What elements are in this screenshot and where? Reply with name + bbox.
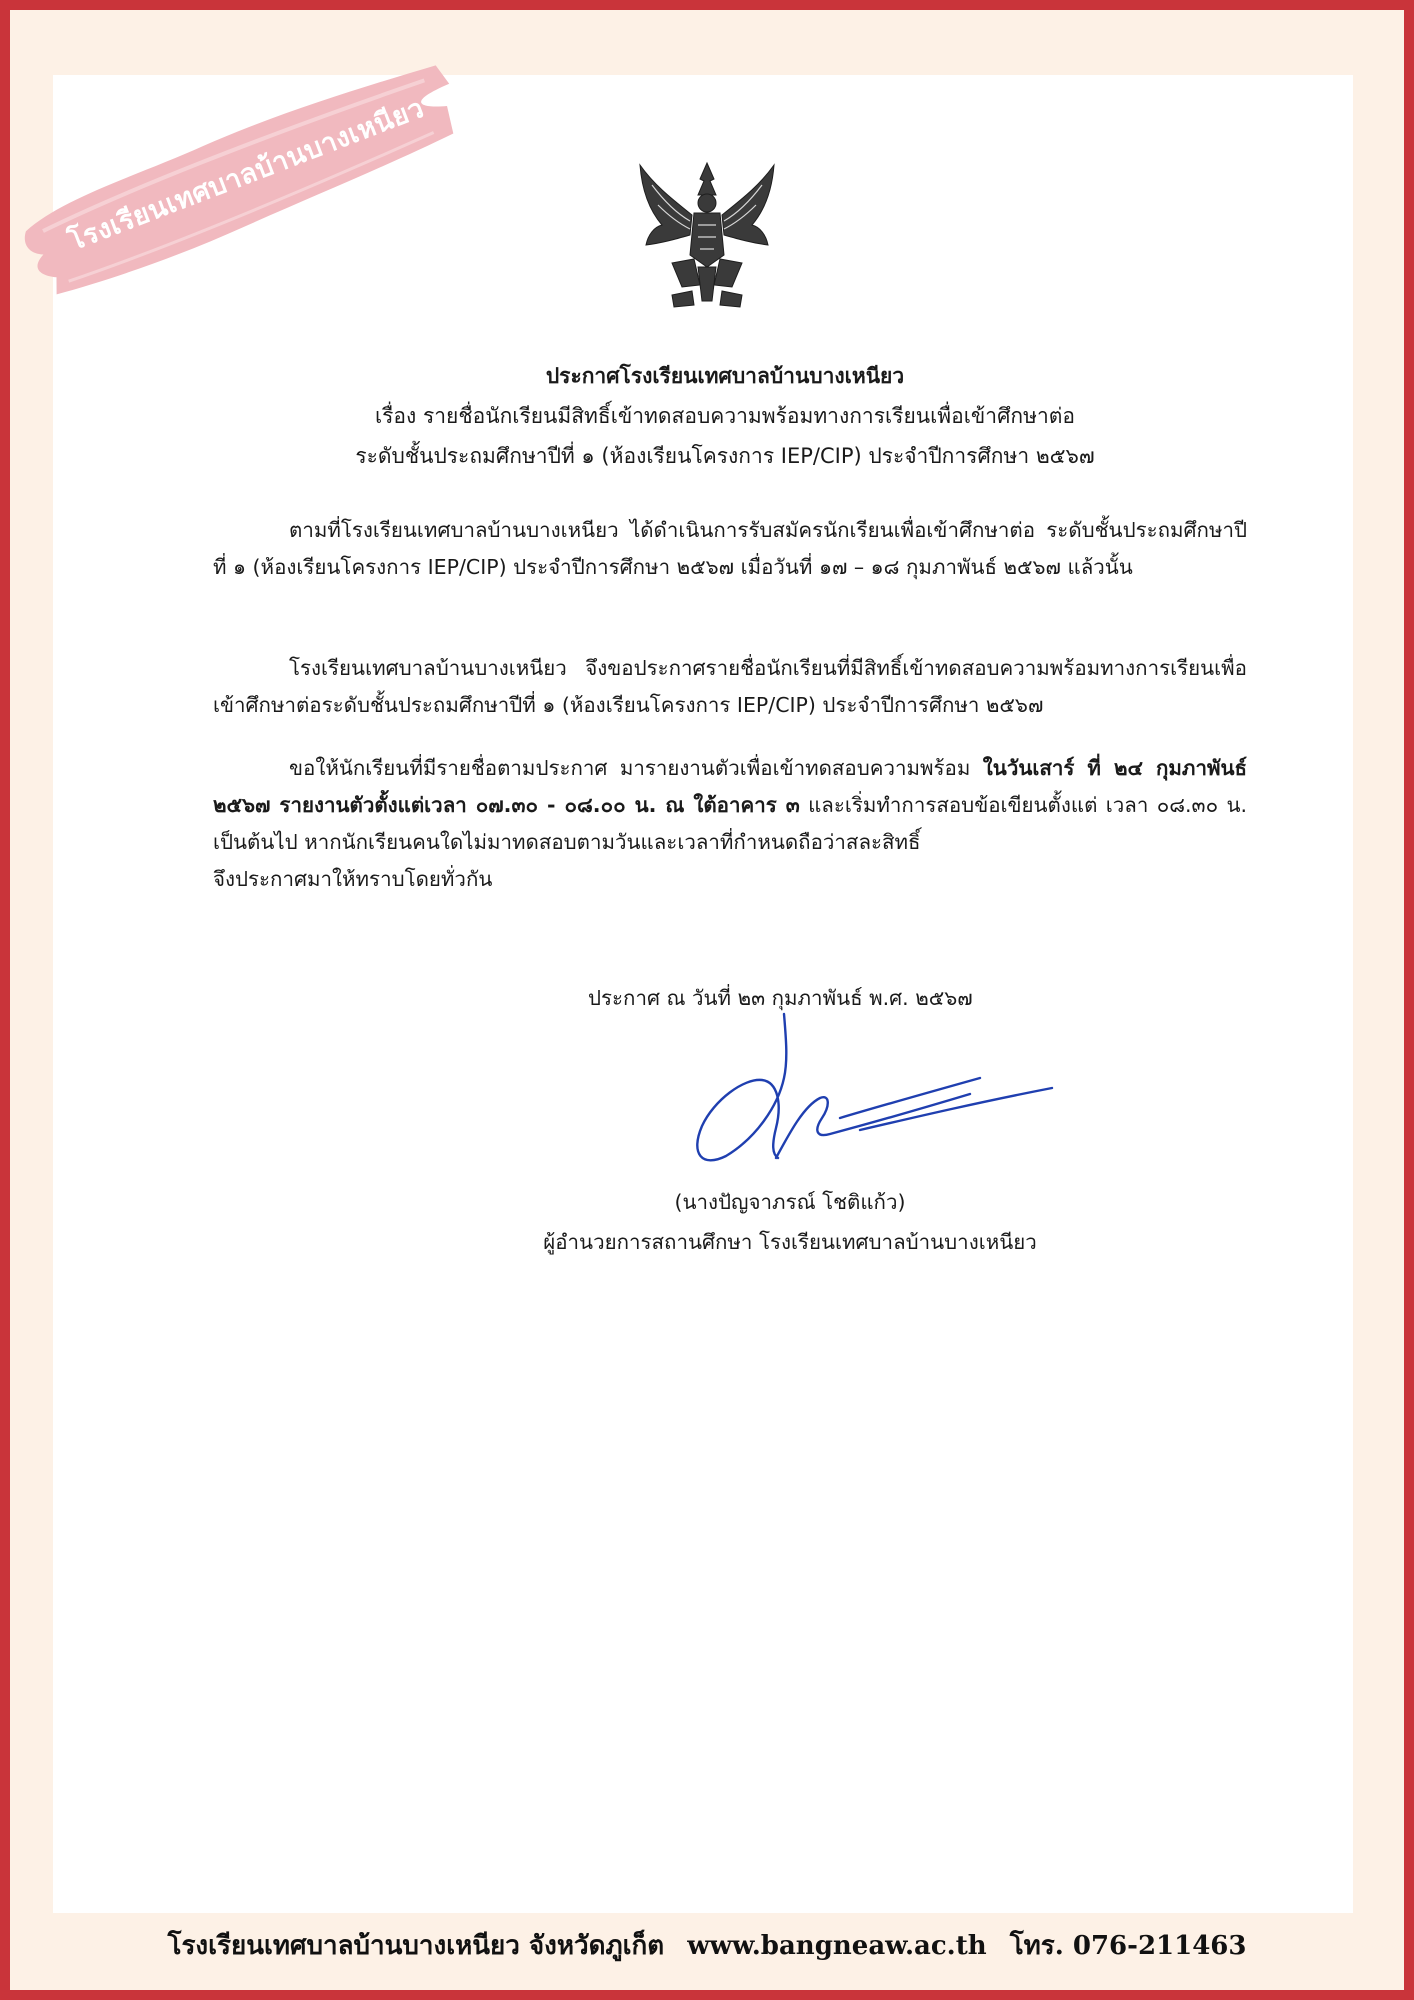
garuda-emblem-icon <box>632 155 782 315</box>
stamp-text: โรงเรียนเทศบาลบ้านบางเหนียว <box>64 92 429 258</box>
paragraph-3-intro: ขอให้นักเรียนที่มีรายชื่อตามประกาศ มารายงานตัวเพื่อเข้าทดสอบความพร้อม <box>289 756 971 780</box>
footer-bar <box>0 1925 1414 1966</box>
body-paragraph-3 <box>213 750 1247 898</box>
footer-school-name: โรงเรียนเทศบาลบ้านบางเหนียว จังหวัดภูเก็ต <box>167 1931 665 1961</box>
announcement-date: ประกาศ ณ วันที่ ๒๓ กุมภาพันธ์ พ.ศ. ๒๕๖๗ <box>588 986 973 1010</box>
body-paragraph-1 <box>213 512 1247 586</box>
body-paragraph-2 <box>213 650 1247 724</box>
paragraph-2-text: โรงเรียนเทศบาลบ้านบางเหนียว จึงขอประกาศรายชื่อนักเรียนที่มีสิทธิ์เข้าทดสอบความพร้อมทางการเรียนเพื่อเข้าศึกษาต่อระดับชั้นประถมศึกษาปีที่ ๑ (ห้องเรียนโครงการ IEP/CIP) ประจำปีการศึกษา ๒๕๖๗ <box>213 656 1247 717</box>
paragraph-3-rest: และเริ่มทำการสอบข้อเขียนตั้งแต่ เวลา ๐๘.๓๐ น. เป็นต้นไป หากนักเรียนคนใดไม่มาทดสอบตามวันและเวลาที่กำหนดถือว่าสละสิทธิ์ <box>213 793 1247 854</box>
signer-name: (นางปัญจาภรณ์ โชติแก้ว) <box>674 1190 906 1214</box>
footer-phone: โทร. 076-211463 <box>1009 1931 1247 1961</box>
closing-text: จึงประกาศมาให้ทราบโดยทั่วกัน <box>213 867 493 891</box>
handwritten-signature-icon <box>680 1008 1060 1168</box>
signer-position: ผู้อำนวยการสถานศึกษา โรงเรียนเทศบาลบ้านบางเหนียว <box>543 1230 1037 1254</box>
signer-block <box>500 1182 1080 1262</box>
paragraph-1-text: ตามที่โรงเรียนเทศบาลบ้านบางเหนียว ได้ดำเนินการรับสมัครนักเรียนเพื่อเข้าศึกษาต่อ ระดับชั้นประถมศึกษาปีที่ ๑ (ห้องเรียนโครงการ IEP/CIP) ประจำปีการศึกษา ๒๕๖๗ เมื่อวันที่ ๑๗ – ๑๘ กุมภาพันธ์ ๒๕๖๗ แล้วนั้น <box>213 518 1247 579</box>
announcement-title: ประกาศโรงเรียนเทศบาลบ้านบางเหนียว <box>545 364 905 388</box>
announcement-heading <box>220 356 1230 476</box>
announcement-level: ระดับชั้นประถมศึกษาปีที่ ๑ (ห้องเรียนโครงการ IEP/CIP) ประจำปีการศึกษา ๒๕๖๗ <box>355 444 1095 468</box>
footer-website-link[interactable]: www.bangneaw.ac.th <box>687 1931 987 1961</box>
exam-schedule-text: ในวันเสาร์ ที่ ๒๔ กุมภาพันธ์ ๒๕๖๗ รายงานตัวตั้งแต่เวลา ๐๗.๓๐ - ๐๘.๐๐ น. ณ ใต้อาคาร ๓ <box>213 756 1247 817</box>
announcement-subject: เรื่อง รายชื่อนักเรียนมีสิทธิ์เข้าทดสอบความพร้อมทางการเรียนเพื่อเข้าศึกษาต่อ <box>374 404 1076 428</box>
